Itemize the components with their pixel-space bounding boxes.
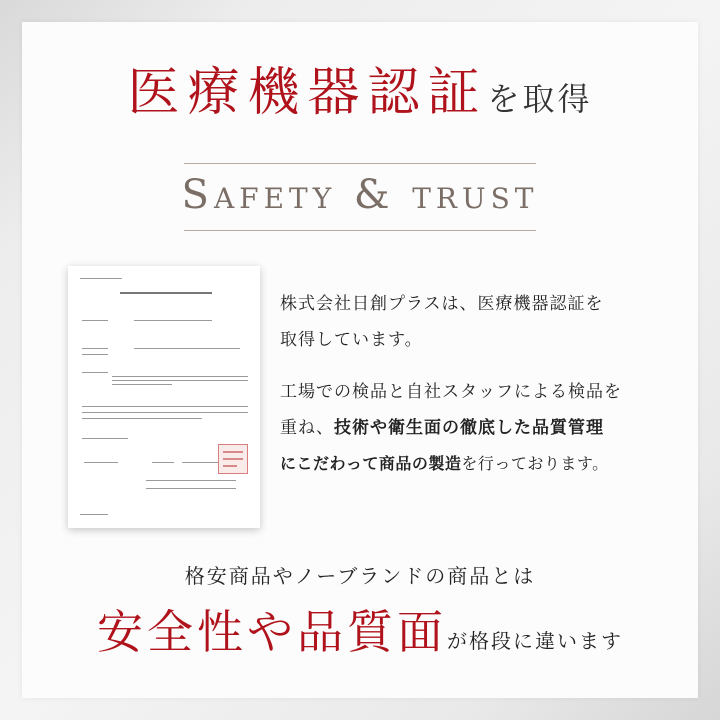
subtitle-rule-top: [184, 163, 536, 164]
description-text: を行っております。: [461, 454, 609, 473]
bottom-heading-main: 安全性や品質面: [97, 605, 447, 659]
subtitle-text: Safety & trust: [181, 172, 539, 218]
subtitle-rule-bottom: [184, 230, 536, 231]
heading: [0, 50, 720, 125]
subtitle: [0, 172, 720, 218]
description-line: 工場での検品と自社スタッフによる検品を: [280, 382, 622, 402]
bottom-heading-tail: が格段に違います: [447, 629, 623, 653]
bottom-heading: [0, 596, 720, 662]
certificate-image: [68, 266, 260, 528]
description-bold-text: にこだわって商品の製造: [280, 454, 462, 473]
description: [280, 286, 700, 482]
red-seal-icon: [218, 444, 248, 474]
heading-tail: を取得: [487, 80, 593, 118]
description-text: 重ね、: [280, 418, 334, 438]
description-line: [280, 410, 700, 446]
description-bold-text: 技術や衛生面の徹底した品質管理: [334, 418, 604, 438]
description-line: 株式会社日創プラスは、医療機器認証を: [280, 294, 604, 314]
description-line: [280, 446, 700, 482]
description-line: 取得しています。: [280, 330, 423, 350]
heading-main: 医療機器認証: [127, 63, 488, 123]
comparison-text: 格安商品やノーブランドの商品とは: [184, 564, 536, 588]
